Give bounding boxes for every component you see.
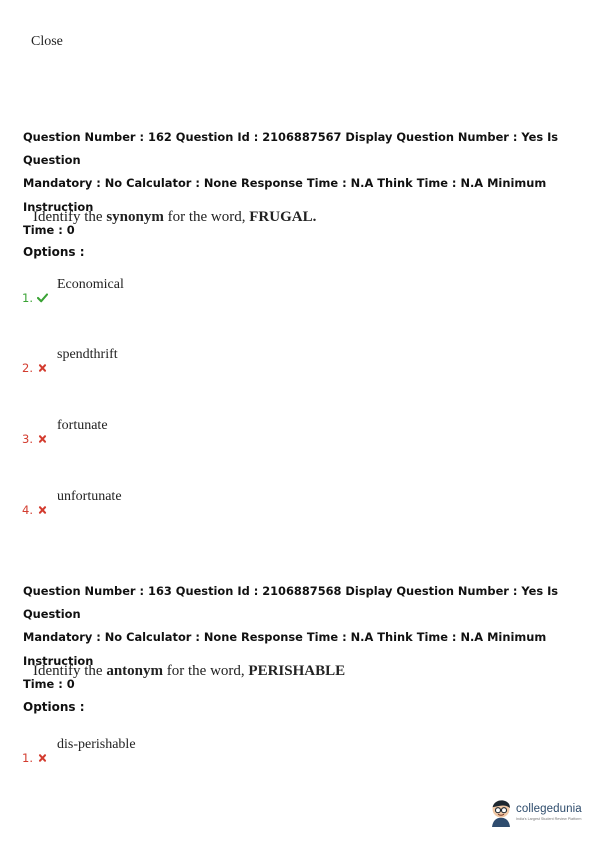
cross-icon [37,505,48,515]
cross-icon [37,363,48,373]
option-number: 4. [22,503,33,517]
option-number: 2. [22,361,33,375]
cross-icon [37,434,48,444]
prompt-keyword: antonym [106,663,163,679]
option-text: unfortunate [57,489,122,504]
prompt-middle: for the word, [167,209,246,225]
option-number: 1. [22,291,33,305]
option-number: 3. [22,432,33,446]
option-text: Economical [57,277,124,292]
option-marker [22,291,48,305]
prompt-prefix: Identify the [33,663,103,679]
collegedunia-watermark [489,799,582,827]
option-number: 1. [22,751,33,765]
check-icon [37,293,48,303]
cross-icon [37,753,48,763]
option-marker [22,503,48,517]
option-marker [22,751,48,765]
brand-name: collegedunia [516,803,582,816]
question-163-options-label: Options : [23,700,85,714]
prompt-prefix: Identify the [33,209,103,225]
metadata-line: Question Number : 163 Question Id : 2106887568 Display Question Number : Yes Is Question [23,584,559,622]
brand-tagline: India's Largest Student Review Platform [516,816,582,821]
question-162-prompt [33,209,316,226]
prompt-word: PERISHABLE [248,663,346,679]
prompt-word: FRUGAL. [249,209,317,225]
option-text: fortunate [57,418,108,433]
option-text: spendthrift [57,347,118,362]
question-162-options-label: Options : [23,245,85,259]
option-marker [22,361,48,375]
prompt-keyword: synonym [106,209,164,225]
metadata-line: Time : 0 [23,676,75,691]
option-text: dis-perishable [57,737,136,752]
metadata-line: Mandatory : No Calculator : None Response Time : N.A Think Time : N.A Minimum Instruction [23,176,547,214]
close-link[interactable]: Close [31,34,63,49]
metadata-line: Mandatory : No Calculator : None Response Time : N.A Think Time : N.A Minimum Instruction [23,630,547,668]
option-marker [22,432,48,446]
mascot-icon [489,799,513,827]
question-163-prompt [33,663,345,680]
prompt-middle: for the word, [166,663,245,679]
metadata-line: Question Number : 162 Question Id : 2106887567 Display Question Number : Yes Is Question [23,130,559,168]
metadata-line: Time : 0 [23,222,75,237]
